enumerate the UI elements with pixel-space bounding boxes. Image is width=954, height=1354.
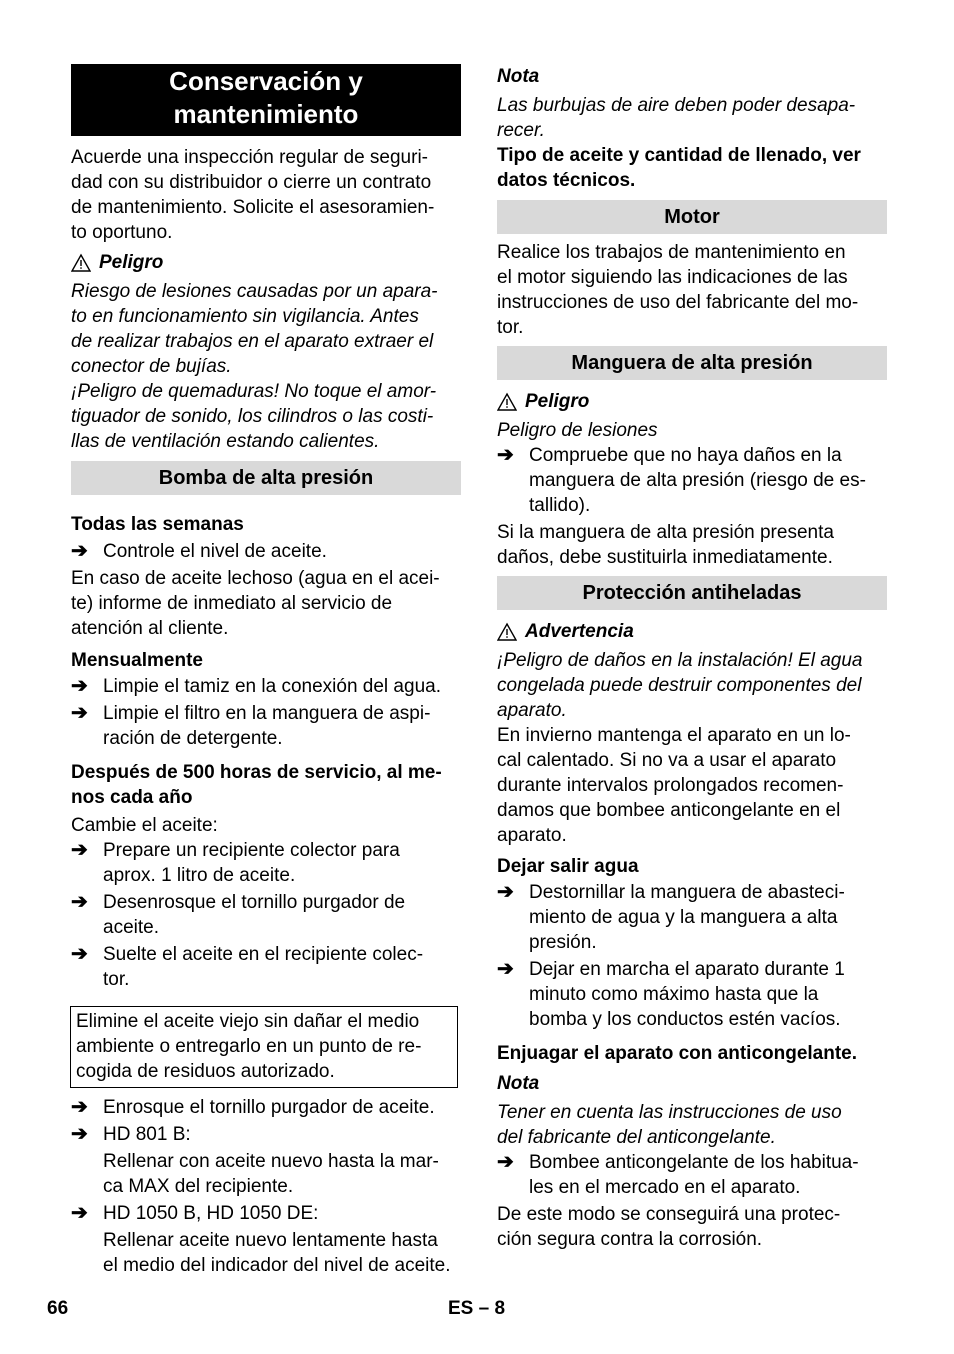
step-text-line: miento de agua y la manguera a alta [529, 907, 838, 928]
step-text-line: minuto como máximo hasta que la [529, 984, 819, 1005]
warning-line: aparato. [497, 700, 567, 721]
arrow-right-icon: ➔ [71, 943, 88, 965]
section-heading-hose: Manguera de alta presión [497, 346, 887, 380]
step-item [71, 838, 461, 888]
section-heading-motor: Motor [497, 200, 887, 234]
step-text-line: tor. [103, 969, 130, 990]
step-item [497, 443, 887, 518]
danger-heading [497, 389, 887, 414]
step-text: Controle el nivel de aceite. [103, 541, 327, 562]
warning-heading [497, 619, 887, 644]
arrow-right-icon: ➔ [71, 1096, 88, 1118]
arrow-right-icon: ➔ [71, 675, 88, 697]
step-item [497, 957, 887, 1032]
indent-line: ca MAX del recipiente. [103, 1176, 294, 1197]
rinse-heading: Enjuagar el aparato con anticongelante. [497, 1043, 858, 1064]
warning-label: Advertencia [525, 621, 634, 642]
note-line: Las burbujas de aire deben poder desapa- [497, 95, 856, 116]
step-text-line: Prepare un recipiente colector para [103, 840, 400, 861]
intro-line: dad con su distribuidor o cierre un contrato [71, 172, 432, 193]
step-text [103, 890, 461, 940]
arrow-right-icon: ➔ [71, 1202, 88, 1224]
intro-line: to oportuno. [71, 222, 173, 243]
step-item [71, 539, 461, 564]
box-line: Elimine el aceite viejo sin dañar el medio [76, 1011, 420, 1032]
text-line: ción segura contra la corrosión. [497, 1229, 763, 1250]
step-item [71, 890, 461, 940]
footer-separator: – [478, 1298, 490, 1319]
h500-heading-line: nos cada año [71, 787, 193, 808]
note-line: Tener en cuenta las instrucciones de uso [497, 1102, 842, 1123]
step-text-line: ración de detergente. [103, 728, 283, 749]
step-text: HD 801 B: [103, 1124, 191, 1145]
text-line: cal calentado. Si no va a usar el aparato [497, 750, 837, 771]
step-text-line: tallido). [529, 495, 591, 516]
step-text-line: Dejar en marcha el aparato durante 1 [529, 959, 845, 980]
danger-line: ¡Peligro de quemaduras! No toque el amor- [71, 381, 437, 402]
footer-section-code: ES [448, 1298, 474, 1319]
step-text [529, 1150, 887, 1200]
text-line: damos que bombee anticongelante en el [497, 800, 841, 821]
step-text: Enrosque el tornillo purgador de aceite. [103, 1097, 435, 1118]
left-column [71, 64, 461, 1278]
text-line: daños, debe sustituirla inmediatamente. [497, 547, 833, 568]
chapter-title-line1: Conservación y [169, 66, 363, 96]
page-number: 66 [47, 1298, 69, 1319]
arrow-right-icon: ➔ [71, 1123, 88, 1145]
text-line: De este modo se conseguirá una protec- [497, 1204, 841, 1225]
note-line: recer. [497, 120, 545, 141]
text-line: En invierno mantenga el aparato en un lo- [497, 725, 851, 746]
step-text-line: manguera de alta presión (riesgo de es- [529, 470, 866, 491]
danger-line: llas de ventilación estando calientes. [71, 431, 380, 452]
note-line: del fabricante del anticongelante. [497, 1127, 776, 1148]
arrow-right-icon: ➔ [497, 881, 514, 903]
step-text [103, 701, 461, 751]
text-line: te) informe de inmediato al servicio de [71, 593, 393, 614]
step-text-line: Suelte el aceite en el recipiente colec- [103, 944, 424, 965]
step-item [497, 880, 887, 955]
environment-note-box [70, 1006, 458, 1088]
step-text-line: presión. [529, 932, 597, 953]
intro-line: de mantenimiento. Solicite el asesoramien- [71, 197, 435, 218]
warning-line: ¡Peligro de daños en la instalación! El agua [497, 650, 863, 671]
step-text: HD 1050 B, HD 1050 DE: [103, 1203, 319, 1224]
text-line: instrucciones de uso del fabricante del mo- [497, 292, 859, 313]
section-heading-frost: Protección antiheladas [497, 576, 887, 610]
step-text-line: Compruebe que no haya daños en la [529, 445, 842, 466]
step-text-line: Desenrosque el tornillo purgador de [103, 892, 406, 913]
text-line: Cambie el aceite: [71, 815, 218, 836]
text-line: tor. [497, 317, 524, 338]
text-line: Si la manguera de alta presión presenta [497, 522, 834, 543]
step-item [71, 1201, 461, 1226]
drain-heading: Dejar salir agua [497, 856, 639, 877]
footer-section-page: 8 [494, 1298, 506, 1319]
step-item [71, 942, 461, 992]
step-text [103, 838, 461, 888]
indent-line: Rellenar aceite nuevo lentamente hasta [103, 1230, 438, 1251]
danger-line: tiguador de sonido, los cilindros o las costi- [71, 406, 434, 427]
arrow-right-icon: ➔ [71, 540, 88, 562]
box-line: ambiente o entregarlo en un punto de re- [76, 1036, 422, 1057]
weekly-heading: Todas las semanas [71, 514, 244, 535]
danger-heading [71, 250, 461, 275]
step-item [497, 1150, 887, 1200]
danger-line: Riesgo de lesiones causadas por un apara- [71, 281, 438, 302]
footer-section [448, 1298, 505, 1320]
step-text [529, 880, 887, 955]
oil-type-line: Tipo de aceite y cantidad de llenado, ver [497, 145, 861, 166]
step-text: Limpie el tamiz en la conexión del agua. [103, 676, 441, 697]
text-line: En caso de aceite lechoso (agua en el acei- [71, 568, 440, 589]
arrow-right-icon: ➔ [497, 444, 514, 466]
chapter-title [71, 64, 461, 136]
arrow-right-icon: ➔ [497, 1151, 514, 1173]
warning-triangle-icon [497, 622, 517, 642]
step-text-line: aprox. 1 litro de aceite. [103, 865, 296, 886]
danger-line: to en funcionamiento sin vigilancia. Antes [71, 306, 419, 327]
box-line: cogida de residuos autorizado. [76, 1061, 335, 1082]
danger-label: Peligro [525, 391, 590, 412]
danger-label: Peligro [99, 252, 164, 273]
arrow-right-icon: ➔ [497, 958, 514, 980]
step-text [529, 957, 887, 1032]
step-text-line: Bombee anticongelante de los habitua- [529, 1152, 859, 1173]
step-text-line: Destornillar la manguera de abasteci- [529, 882, 845, 903]
text-line: el motor siguiendo las indicaciones de las [497, 267, 848, 288]
arrow-right-icon: ➔ [71, 839, 88, 861]
text-line: aparato. [497, 825, 567, 846]
danger-line: de realizar trabajos en el aparato extraer el [71, 331, 434, 352]
text-line: atención al cliente. [71, 618, 229, 639]
arrow-right-icon: ➔ [71, 702, 88, 724]
note-label: Nota [497, 1073, 540, 1094]
text-line: Realice los trabajos de mantenimiento en [497, 242, 846, 263]
h500-heading-line: Después de 500 horas de servicio, al me- [71, 762, 442, 783]
step-text-line: les en el mercado en el aparato. [529, 1177, 801, 1198]
warning-triangle-icon [71, 253, 91, 273]
step-item [71, 1122, 461, 1147]
step-text [529, 443, 887, 518]
danger-line: Peligro de lesiones [497, 420, 658, 441]
monthly-heading: Mensualmente [71, 650, 203, 671]
step-text-line: bomba y los conductos estén vacíos. [529, 1009, 841, 1030]
arrow-right-icon: ➔ [71, 891, 88, 913]
indent-line: Rellenar con aceite nuevo hasta la mar- [103, 1151, 439, 1172]
danger-line: conector de bujías. [71, 356, 232, 377]
text-line: durante intervalos prolongados recomen- [497, 775, 844, 796]
intro-line: Acuerde una inspección regular de seguri- [71, 147, 428, 168]
section-heading-pump: Bomba de alta presión [71, 461, 461, 495]
step-text-line: aceite. [103, 917, 159, 938]
step-item [71, 1095, 461, 1120]
warning-triangle-icon [497, 392, 517, 412]
step-text-line: Limpie el filtro en la manguera de aspi- [103, 703, 431, 724]
note-label: Nota [497, 66, 540, 87]
step-item [71, 674, 461, 699]
indent-line: el medio del indicador del nivel de aceite. [103, 1255, 451, 1276]
oil-type-line: datos técnicos. [497, 170, 636, 191]
chapter-title-line2: mantenimiento [173, 99, 359, 129]
step-text [103, 942, 461, 992]
step-item [71, 701, 461, 751]
right-column [497, 64, 887, 1252]
warning-line: congelada puede destruir componentes del [497, 675, 862, 696]
